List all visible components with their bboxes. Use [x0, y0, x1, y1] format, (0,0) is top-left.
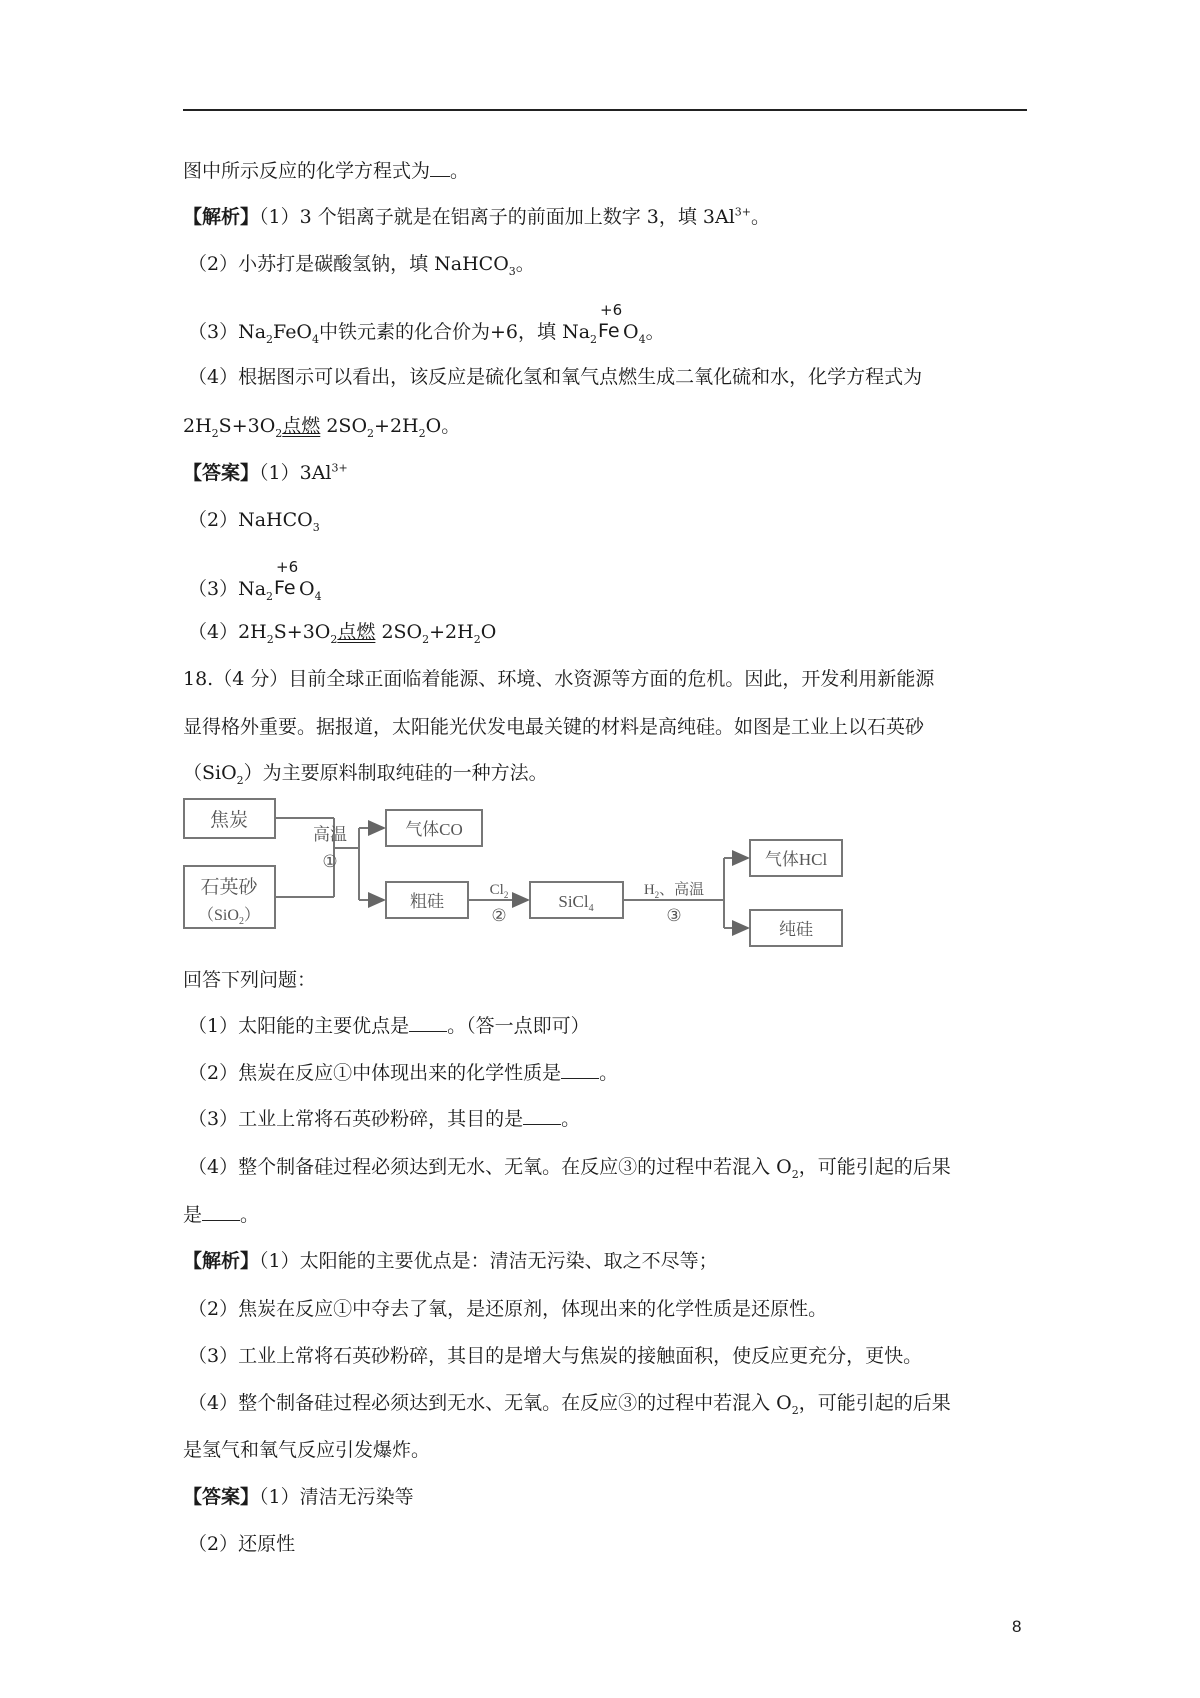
answer-18-a2: （2）还原性	[188, 1533, 296, 1555]
header-rule	[183, 109, 1027, 111]
label-step-2: ②	[491, 906, 507, 925]
question-3: （3）工业上常将石英砂粉碎，其目的是 。	[188, 1108, 581, 1130]
q18-line3: （SiO$_2$）为主要原料制取纯硅的一种方法。	[183, 762, 548, 787]
answer-blank	[409, 1015, 447, 1032]
analysis-17-p3: $(3)Na_2FeO_4$中铁元素的化合价为+6，填 $Na_2$ +6 Fe $O_4$。	[188, 301, 665, 346]
label-cond-high-temp: 高温	[313, 825, 347, 844]
process-flow-diagram	[183, 798, 845, 958]
analysis-17-p4: （4）根据图示可以看出，该反应是硫化氢和氧气点燃生成二氧化硫和水，化学方程式为	[188, 366, 923, 388]
q17-tail: 图中所示反应的化学方程式为 。	[183, 160, 470, 182]
label-sicl4: SiCl$_4$	[558, 892, 594, 914]
label-cond-cl2: $Cl_2$	[489, 882, 509, 900]
question-4-cont: 是 。	[183, 1204, 260, 1226]
label-gas-co: 气体CO	[405, 820, 463, 839]
analysis-17-equation: $2H_2S+3O_2$点燃 $2SO_2+2H_2O$。	[183, 415, 461, 440]
answer-17-a3: $(3)Na_2$ +6 Fe $O_4$	[188, 558, 322, 603]
answer-18-a1: 【答案】（1）清洁无污染等	[183, 1486, 414, 1508]
question-1: （1）太阳能的主要优点是 。（答一点即可）	[188, 1015, 590, 1037]
label-coke: 焦炭	[209, 810, 249, 831]
answer-blank	[202, 1204, 240, 1221]
label-pure-silicon: 纯硅	[779, 920, 813, 939]
valence-notation: +6 Fe	[598, 301, 623, 342]
answer-17-a1: 【答案】$(1)3Al^{3+}$	[183, 461, 348, 484]
q18-line1: 18.（4 分）目前全球正面临着能源、环境、水资源等方面的危机。因此，开发利用新能源	[183, 668, 935, 690]
analysis-18-p4: （4）整个制备硅过程必须达到无水、无氧。在反应③的过程中若混入 $O_2$，可能引起的后果	[188, 1392, 951, 1417]
analysis-17-p2: （2）小苏打是碳酸氢钠，填 NaHCO$_3$。	[188, 253, 535, 278]
analysis-18-p1: 【解析】（1）太阳能的主要优点是：清洁无污染、取之不尽等；	[183, 1250, 718, 1272]
analysis-17-p1: 【解析】（1）3 个铝离子就是在铝离子的前面加上数字 3，填 $3Al^{3+}$。	[183, 205, 771, 228]
question-4: （4）整个制备硅过程必须达到无水、无氧。在反应③的过程中若混入 $O_2$，可能引起的后果	[188, 1156, 951, 1181]
label-quartz-sand: 石英砂	[200, 877, 258, 898]
label-sio2: （SiO$_2$）	[198, 907, 260, 927]
answer-17-a2: （2）NaHCO$_3$	[188, 509, 320, 534]
questions-intro: 回答下列问题：	[183, 969, 317, 991]
valence-notation: +6 Fe	[274, 558, 299, 599]
answer-blank	[430, 160, 450, 177]
analysis-18-p3: （3）工业上常将石英砂粉碎，其目的是增大与焦炭的接触面积，使反应更充分，更快。	[188, 1345, 923, 1367]
question-2: （2）焦炭在反应①中体现出来的化学性质是 。	[188, 1062, 619, 1084]
answer-blank	[561, 1062, 599, 1079]
analysis-18-p4-cont: 是氢气和氧气反应引发爆炸。	[183, 1439, 431, 1461]
label-gas-hcl: 气体HCl	[764, 850, 828, 869]
label-step-1: ①	[322, 852, 338, 871]
analysis-18-p2: （2）焦炭在反应①中夺去了氧，是还原剂，体现出来的化学性质是还原性。	[188, 1298, 828, 1320]
answer-blank	[523, 1108, 561, 1125]
label-cond-h2-high-temp: $H_2$、高温	[643, 882, 705, 900]
answer-17-a4: $(4)2H_2S+3O_2$点燃 $2SO_2+2H_2O$	[188, 621, 497, 646]
label-step-3: ③	[666, 906, 682, 925]
q18-line2: 显得格外重要。据报道，太阳能光伏发电最关键的材料是高纯硅。如图是工业上以石英砂	[183, 716, 925, 738]
page-number: 8	[1012, 1617, 1022, 1636]
label-crude-silicon: 粗硅	[410, 892, 444, 911]
